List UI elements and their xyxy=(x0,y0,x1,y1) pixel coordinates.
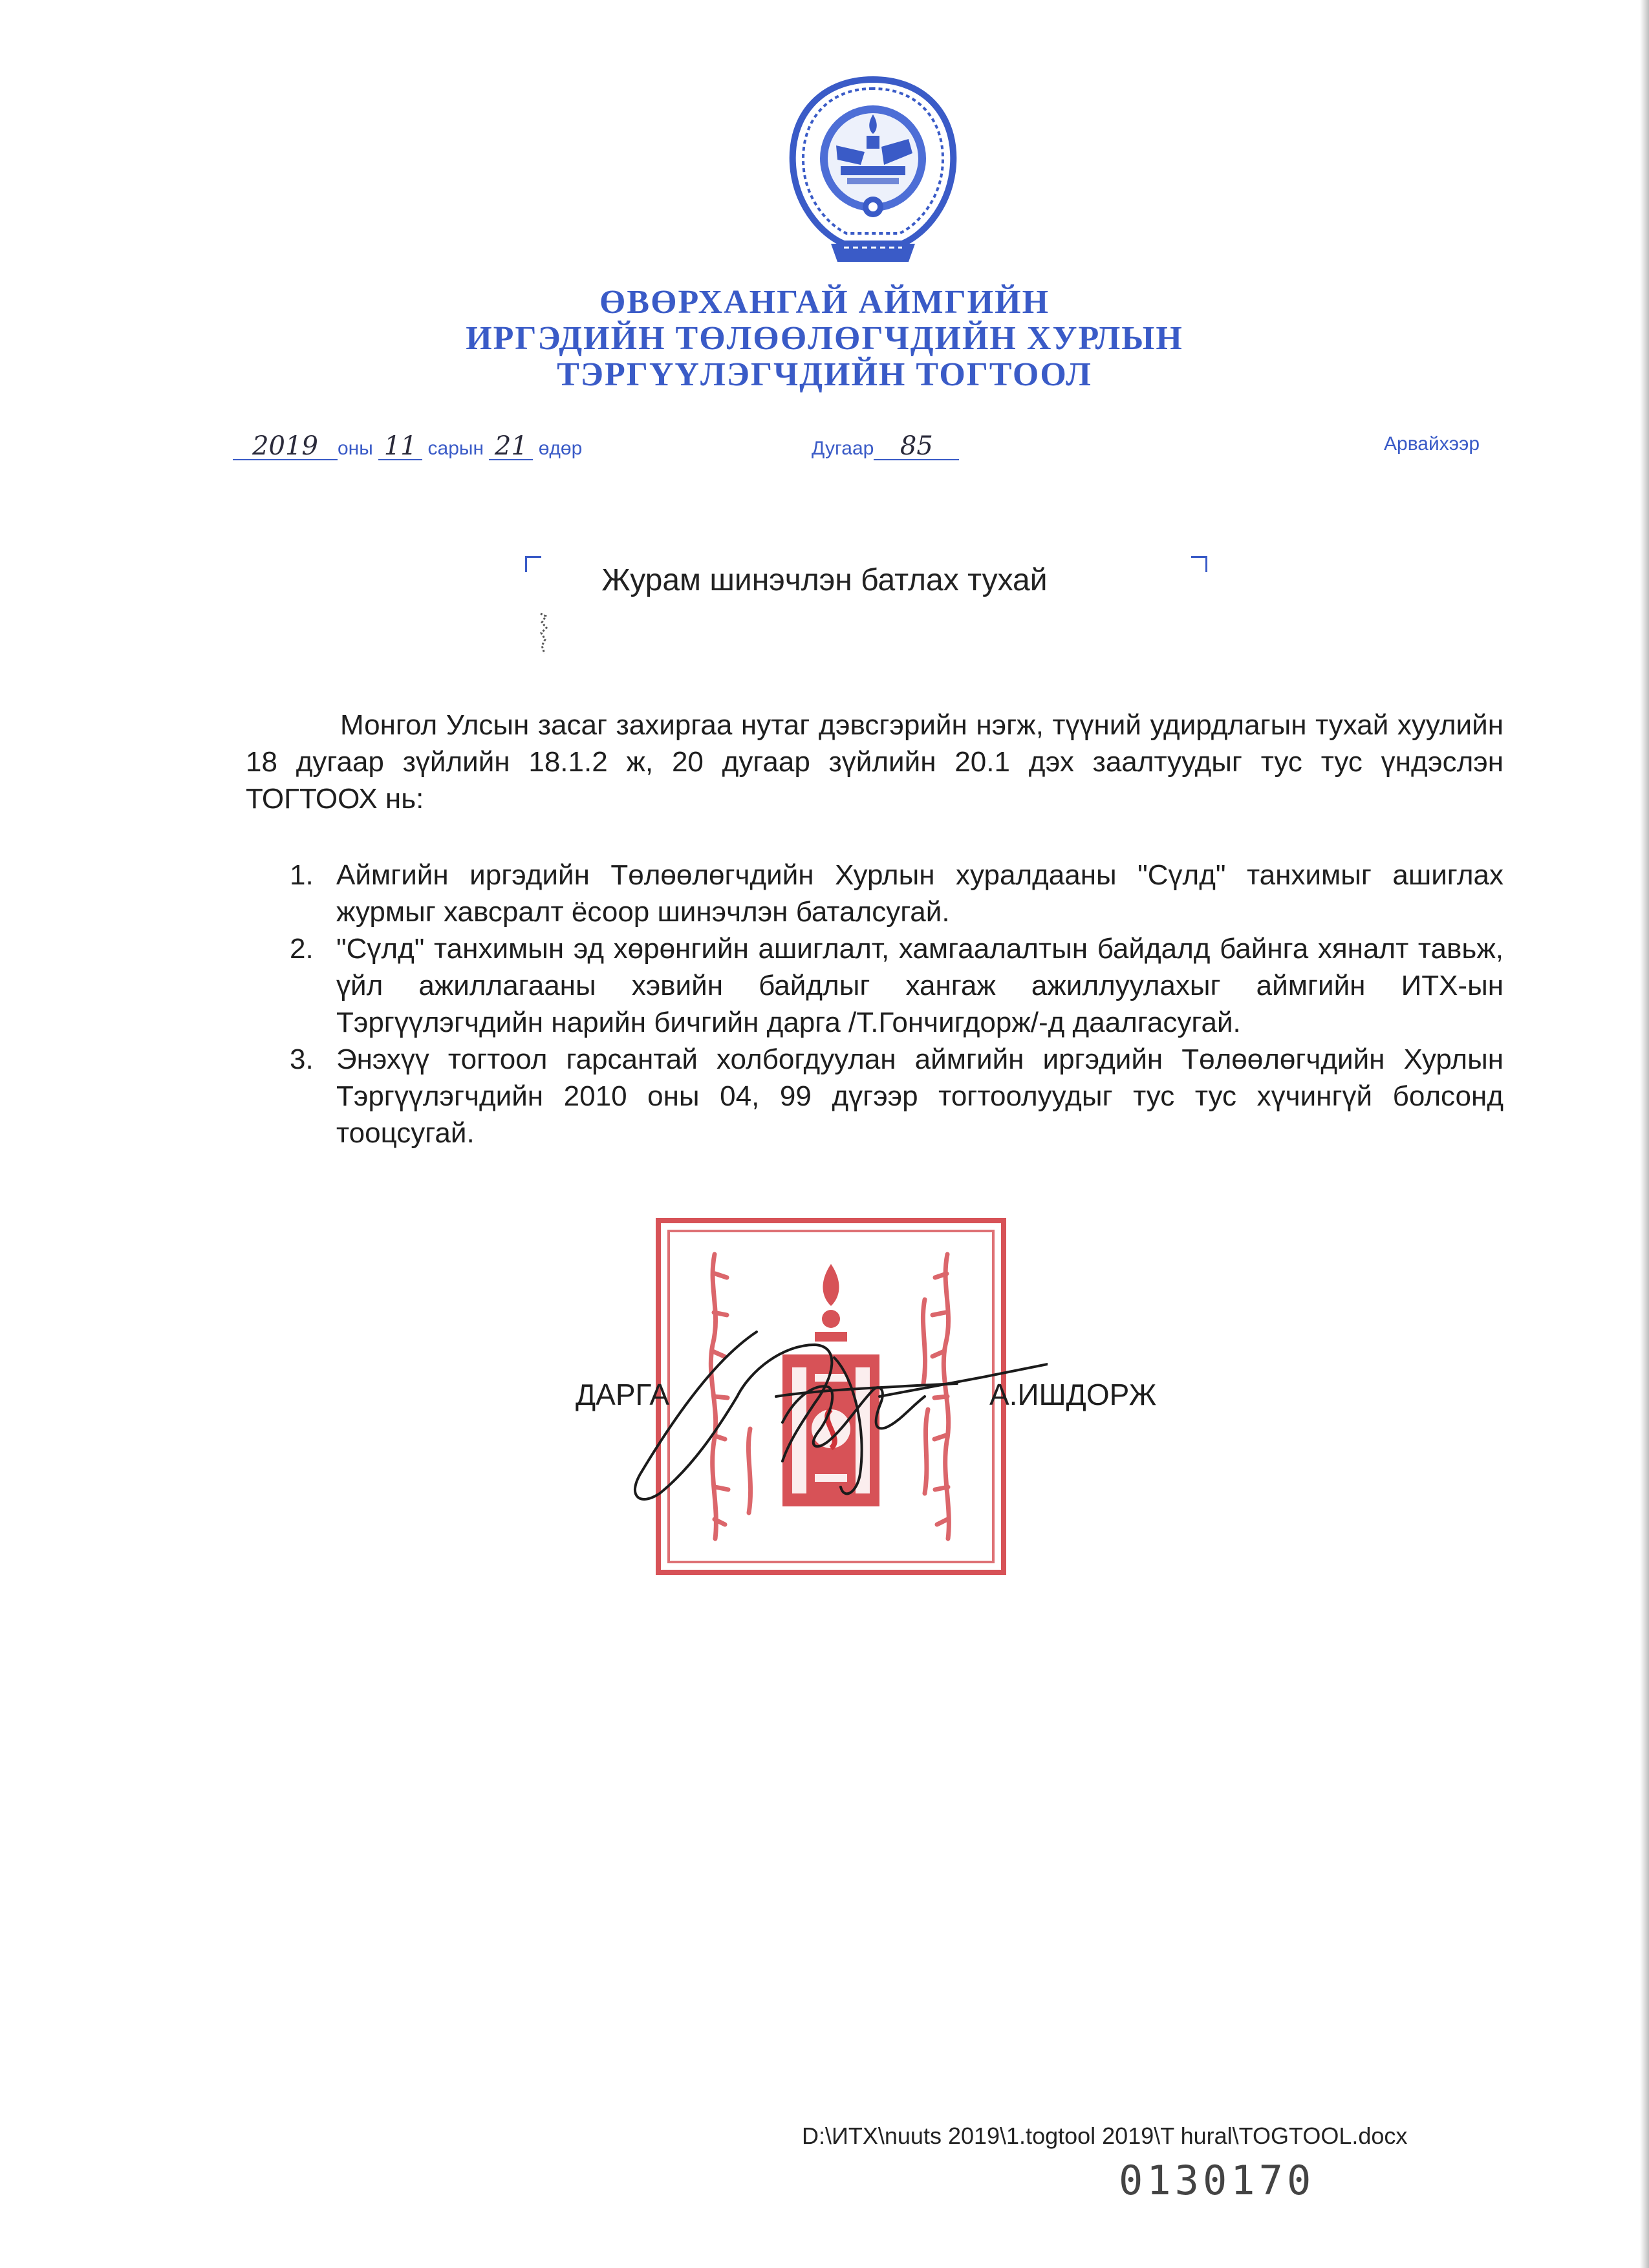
signatory-name: А.ИШДОРЖ xyxy=(989,1378,1157,1411)
item-number: 2. xyxy=(290,933,314,965)
item-number: 3. xyxy=(290,1043,314,1075)
preamble-paragraph: Монгол Улсын засаг захиргаа нутаг дэвсгэрийн нэгж, түүний удирдлагын тухай хуулийн 18 дугаар зүйлийн 18.1.2 ж, 20 дугаар зүйлийн 20.1 дэх заалтуудыг тус тус үндэслэн ТОГТООХ нь: xyxy=(246,709,1503,815)
document-number: 85 xyxy=(874,433,959,460)
item-number: 1. xyxy=(290,859,314,891)
scan-smudge xyxy=(538,611,548,656)
date-day: 21 xyxy=(489,433,533,460)
list-item xyxy=(246,1041,1503,1151)
day-suffix: өдөр xyxy=(538,438,583,459)
state-emblem-icon xyxy=(779,74,967,268)
date-year: 2019 xyxy=(233,433,338,460)
list-item xyxy=(246,857,1503,930)
date-line xyxy=(233,433,582,460)
number-label: Дугаар xyxy=(812,438,874,459)
document-subject: Журам шинэчлэн батлах тухай xyxy=(601,563,1048,597)
signatory-title: ДАРГА xyxy=(576,1378,670,1411)
list-item xyxy=(246,930,1503,1041)
item-text: Энэхүү тогтоол гарсантай холбогдуулан аймгийн иргэдийн Төлөөлөгчдийн Хурлын Тэргүүлэгчдийн 2010 оны 04, 99 дүгээр тогтоолуудыг тус тус хүчингүй болсонд тооцсугай. xyxy=(336,1043,1503,1149)
item-text: "Сүлд" танхимын эд хөрөнгийн ашиглалт, хамгаалалтын байдалд байнга хяналт тавьж, үйл ажиллагааны хэвийн байдлыг хангаж ажиллуулахыг аймгийн ИТХ-ын Тэргүүлэгчдийн нарийн бичгийн дарга /Т.Гончигдорж/-д даалгасугай. xyxy=(336,933,1503,1038)
date-month: 11 xyxy=(378,433,422,460)
item-text: Аймгийн иргэдийн Төлөөлөгчдийн Хурлын хуралдааны "Сүлд" танхимыг ашиглах журмыг хавсралт ёсоор шинэчлэн баталсугай. xyxy=(336,859,1503,928)
issuer-heading xyxy=(0,284,1649,393)
document-number-line xyxy=(812,433,959,460)
heading-line-1: ӨВӨРХАНГАЙ АЙМГИЙН xyxy=(599,284,1050,321)
place-name: Арвайхээр xyxy=(1384,433,1480,455)
heading-line-3: ТЭРГҮҮЛЭГЧДИЙН ТОГТООЛ xyxy=(557,356,1092,393)
month-suffix: сарын xyxy=(427,438,484,459)
handwritten-signature xyxy=(621,1319,1048,1519)
heading-line-2: ИРГЭДИЙН ТӨЛӨӨЛӨГЧДИЙН ХУРЛЫН xyxy=(466,320,1183,357)
resolution-items xyxy=(246,857,1503,1151)
document-serial-number: 0130170 xyxy=(1119,2157,1315,2204)
year-suffix: оны xyxy=(338,438,373,459)
file-path-footer: D:\ИТХ\nuuts 2019\1.togtool 2019\T hural\TOGTOOL.docx xyxy=(802,2123,1408,2149)
